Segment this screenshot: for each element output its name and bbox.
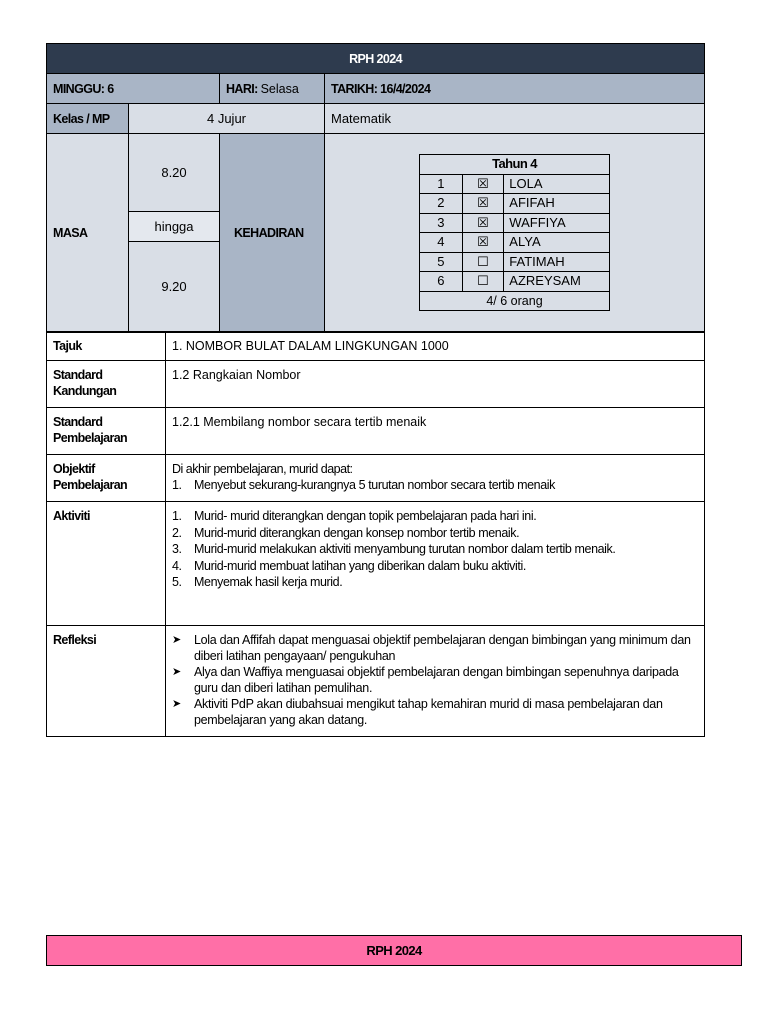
student-number: 5 [420, 252, 463, 272]
student-name: LOLA [504, 174, 610, 194]
arrow-bullet-icon: ➤ [172, 666, 181, 678]
list-item [172, 541, 698, 558]
item-text: Aktiviti PdP akan diubahsuai mengikut tahap kemahiran murid di masa pembelajaran dan pembelajaran yang akan datang. [194, 697, 663, 727]
item-number: 1. [172, 478, 182, 492]
student-name: FATIMAH [504, 252, 610, 272]
page-title: RPH 2024 [47, 44, 705, 74]
refleksi-list [172, 632, 698, 728]
item-number: 5. [172, 575, 182, 589]
list-item [172, 558, 698, 575]
student-number: 1 [420, 174, 463, 194]
list-item [172, 477, 698, 493]
list-item [172, 525, 698, 542]
list-item [172, 632, 698, 664]
masa-end: 9.20 [161, 279, 187, 294]
tarikh-label: TARIKH: 16/4/2024 [325, 74, 705, 104]
attendance-row [420, 174, 610, 194]
objektif-label [47, 455, 166, 502]
rph-content-table [46, 331, 705, 737]
footer-title: RPH 2024 [46, 935, 742, 966]
standard-kandungan-label [47, 361, 166, 408]
aktiviti-list [172, 508, 698, 591]
kehadiran-label: KEHADIRAN [220, 134, 325, 333]
objektif-list [172, 477, 698, 493]
attendance-checkbox[interactable]: ☒ [462, 233, 504, 253]
masa-start: 8.20 [129, 134, 219, 212]
hari-value: Selasa [260, 81, 299, 96]
objektif-intro: Di akhir pembelajaran, murid dapat: [172, 462, 353, 476]
attendance-row [420, 272, 610, 292]
student-number: 4 [420, 233, 463, 253]
list-item [172, 664, 698, 696]
attendance-checkbox[interactable]: ☒ [462, 213, 504, 233]
minggu-label: MINGGU: 6 [47, 74, 220, 104]
hari-cell [220, 74, 325, 104]
hari-label: HARI: [226, 81, 258, 96]
aktiviti-label: Aktiviti [47, 502, 166, 626]
standard-pembelajaran-value: 1.2.1 Membilang nombor secara tertib menaik [166, 408, 705, 455]
sp-label-line-2: Pembelajaran [53, 431, 128, 445]
item-number: 3. [172, 542, 182, 556]
attendance-row [420, 194, 610, 214]
item-text: Lola dan Affifah dapat menguasai objektif pembelajaran dengan bimbingan yang minimum dan diberi latihan pengayaan/ pengukuhan [194, 633, 691, 663]
attendance-row [420, 213, 610, 233]
tajuk-value: 1. NOMBOR BULAT DALAM LINGKUNGAN 1000 [166, 332, 705, 361]
item-text: Murid-murid diterangkan dengan konsep nombor tertib menaik. [194, 525, 520, 540]
student-number: 2 [420, 194, 463, 214]
sk-label-line-1: Standard [53, 368, 103, 382]
item-number: 1. [172, 509, 182, 523]
attendance-checkbox[interactable]: ☒ [462, 174, 504, 194]
kehadiran-cell [325, 134, 705, 333]
item-text: Murid- murid diterangkan dengan topik pembelajaran pada hari ini. [194, 509, 537, 523]
masa-label: MASA [47, 134, 129, 333]
masa-cell [129, 134, 220, 333]
item-number: 2. [172, 525, 182, 540]
refleksi-label: Refleksi [47, 626, 166, 737]
list-item [172, 508, 698, 525]
rph-table [46, 43, 705, 333]
item-text: Murid-murid melakukan aktiviti menyambung turutan nombor dalam tertib menaik. [194, 542, 616, 556]
obj-label-line-2: Pembelajaran [53, 478, 128, 492]
attendance-checkbox[interactable]: ☐ [462, 272, 504, 292]
obj-label-line-1: Objektif [53, 462, 95, 476]
attendance-row [420, 233, 610, 253]
attendance-summary: 4/ 6 orang [420, 291, 610, 311]
item-number: 4. [172, 558, 182, 573]
item-text: Menyemak hasil kerja murid. [194, 575, 343, 589]
item-text: Menyebut sekurang-kurangnya 5 turutan nombor secara tertib menaik [194, 478, 556, 492]
kelas-value: 4 Jujur [129, 104, 325, 134]
attendance-row [420, 252, 610, 272]
objektif-value [166, 455, 705, 502]
kelas-label: Kelas / MP [47, 104, 129, 134]
student-name: AFIFAH [504, 194, 610, 214]
student-name: ALYA [504, 233, 610, 253]
attendance-checkbox[interactable]: ☒ [462, 194, 504, 214]
mp-value: Matematik [325, 104, 705, 134]
student-number: 3 [420, 213, 463, 233]
item-text: Murid-murid membuat latihan yang diberikan dalam buku aktiviti. [194, 558, 526, 573]
attendance-title: Tahun 4 [420, 155, 610, 175]
list-item [172, 696, 698, 728]
item-text: Alya dan Waffiya menguasai objektif pembelajaran dengan bimbingan sepenuhnya daripada guru dan diberi latihan pemulihan. [194, 665, 679, 695]
standard-pembelajaran-label [47, 408, 166, 455]
student-number: 6 [420, 272, 463, 292]
standard-kandungan-value: 1.2 Rangkaian Nombor [166, 361, 705, 408]
arrow-bullet-icon: ➤ [172, 698, 181, 710]
sp-label-line-1: Standard [53, 415, 103, 429]
attendance-table [419, 154, 610, 311]
tajuk-label: Tajuk [47, 332, 166, 361]
student-name: WAFFIYA [504, 213, 610, 233]
student-name: AZREYSAM [504, 272, 610, 292]
refleksi-value [166, 626, 705, 737]
masa-separator: hingga [129, 212, 219, 242]
list-item [172, 574, 698, 591]
aktiviti-value [166, 502, 705, 626]
arrow-bullet-icon: ➤ [172, 634, 181, 646]
sk-label-line-2: Kandungan [53, 384, 117, 398]
attendance-checkbox[interactable]: ☐ [462, 252, 504, 272]
